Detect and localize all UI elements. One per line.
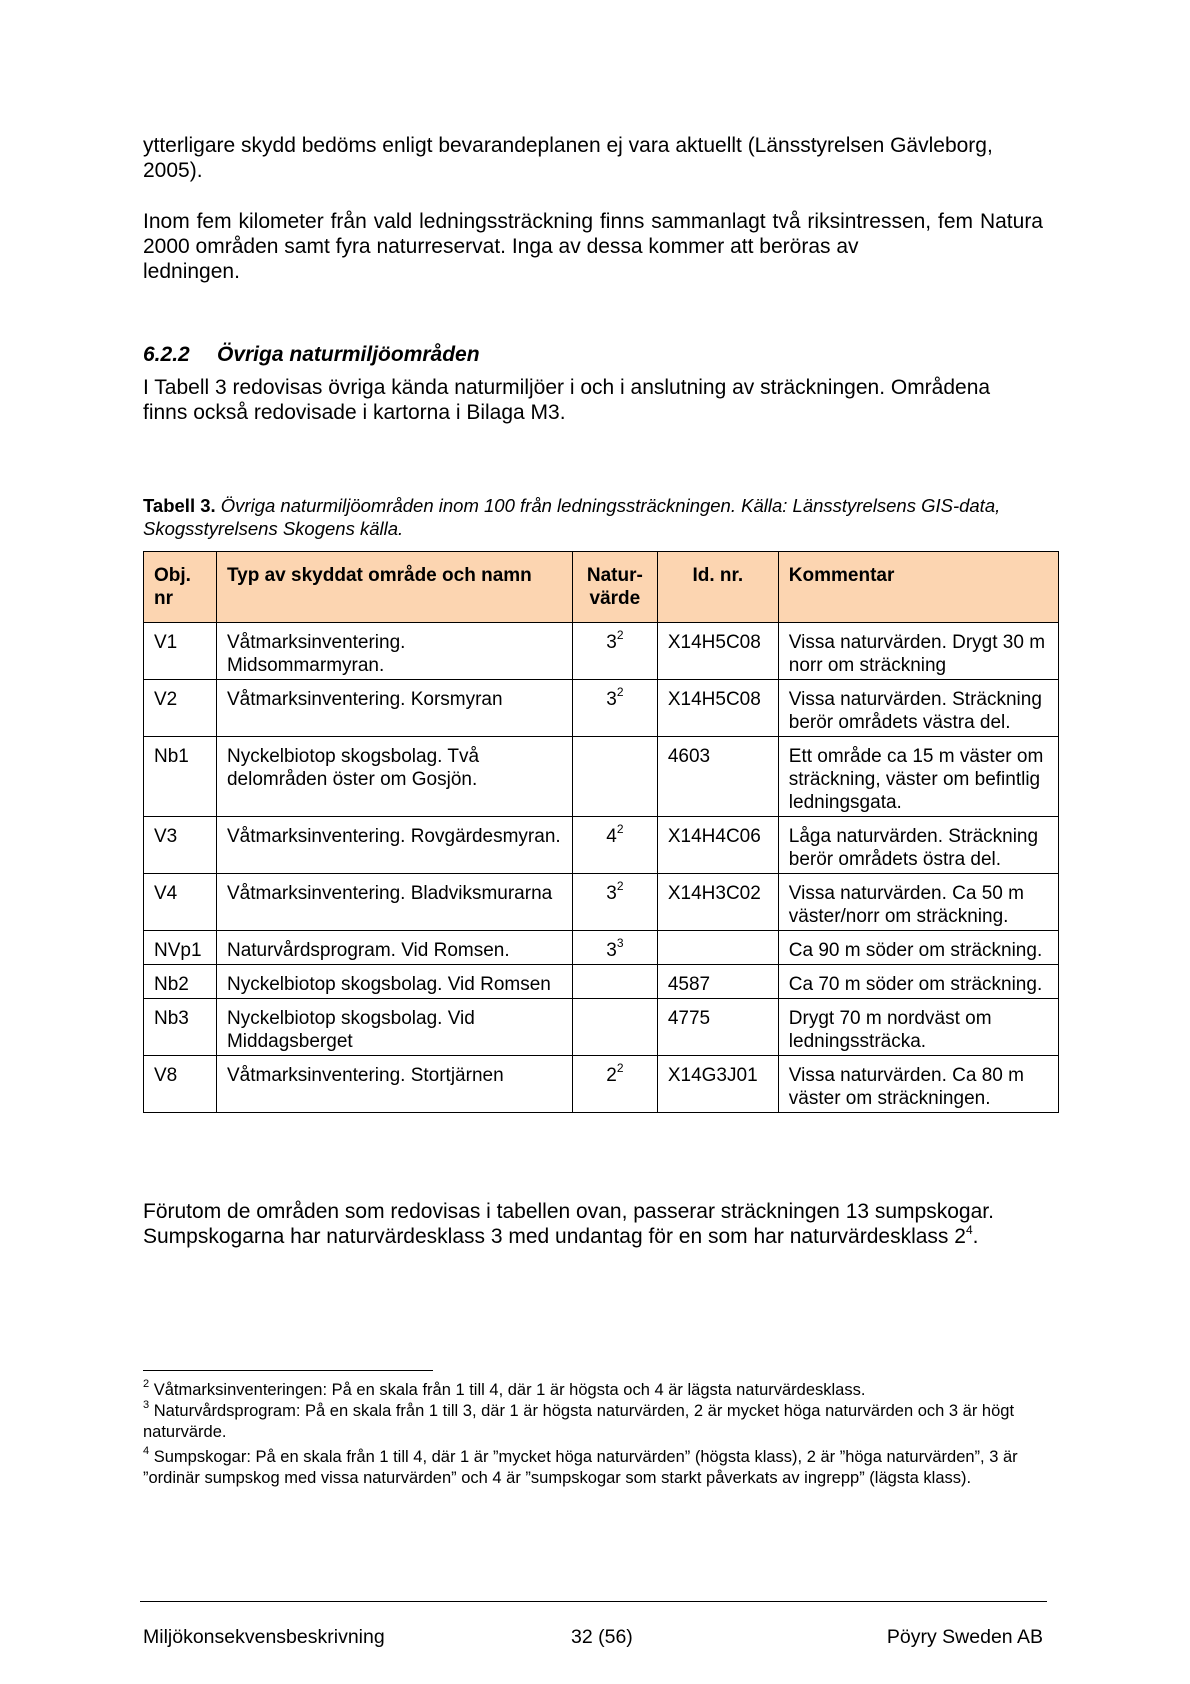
paragraph-continuation [143, 133, 1043, 183]
table-header-row [144, 552, 1059, 623]
footnote-number: 2 [143, 1378, 150, 1390]
header-nature-value: Natur- värde [572, 552, 657, 623]
cell-comment: Vissa naturvärden. Ca 50 m väster/norr om sträckning. [778, 874, 1058, 931]
cell-nature-value [572, 999, 657, 1056]
table-row [144, 931, 1059, 965]
paragraph-line: I Tabell 3 redovisas övriga kända naturmiljöer i och i anslutning av sträckningen. Områdena [143, 376, 991, 399]
footnote-2 [143, 1380, 1043, 1401]
footnote-reference: 2 [616, 628, 624, 642]
section-number: 6.2.2 [143, 343, 190, 366]
paragraph-line: 2005). [143, 159, 203, 182]
table-row [144, 999, 1059, 1056]
cell-nature-value: $3^2$ [572, 874, 657, 931]
cell-obj-nr: Nb3 [144, 999, 217, 1056]
cell-id-number: X14G3J01 [657, 1056, 778, 1113]
table-caption [143, 494, 1043, 540]
cell-nature-value: $2^2$ [572, 1056, 657, 1113]
table-caption-text: Övriga naturmiljöområden inom 100 från ledningssträckningen. Källa: Länsstyrelsens GIS-data, Skogsstyrelsens Skogens källa. [143, 495, 1001, 539]
header-id-number: Id. nr. [657, 552, 778, 623]
cell-type: Våtmarksinventering. Korsmyran [216, 680, 572, 737]
cell-type: Våtmarksinventering. Bladviksmurarna [216, 874, 572, 931]
nature-areas-table [143, 551, 1059, 1113]
header-type: Typ av skyddat område och namn [216, 552, 572, 623]
cell-id-number: X14H3C02 [657, 874, 778, 931]
footnote-reference: 2 [616, 879, 624, 893]
cell-id-number: 4587 [657, 965, 778, 999]
paragraph-line: Förutom de områden som redovisas i tabellen ovan, passerar sträckningen 13 sumpskogar. [143, 1200, 994, 1223]
cell-id-number: 4775 [657, 999, 778, 1056]
table-caption-label: Tabell 3. [143, 495, 216, 516]
table-row [144, 1056, 1059, 1113]
footnotes [143, 1380, 1043, 1489]
cell-nature-value [572, 965, 657, 999]
cell-id-number: X14H5C08 [657, 680, 778, 737]
footnote-separator [143, 1370, 433, 1371]
cell-type: Våtmarksinventering. Midsommarmyran. [216, 623, 572, 680]
cell-type: Naturvårdsprogram. Vid Romsen. [216, 931, 572, 965]
cell-obj-nr: V2 [144, 680, 217, 737]
footnote-reference: 2 [616, 822, 624, 836]
cell-obj-nr: NVp1 [144, 931, 217, 965]
cell-comment: Ca 70 m söder om sträckning. [778, 965, 1058, 999]
cell-type: Nyckelbiotop skogsbolag. Vid Middagsberget [216, 999, 572, 1056]
cell-nature-value: $3^2$ [572, 623, 657, 680]
cell-obj-nr: V3 [144, 817, 217, 874]
cell-comment: Ca 90 m söder om sträckning. [778, 931, 1058, 965]
cell-comment: Vissa naturvärden. Drygt 30 m norr om sträckning [778, 623, 1058, 680]
header-comment: Kommentar [778, 552, 1058, 623]
footer-page-number: 32 (56) [571, 1626, 633, 1648]
footnote-reference: 4 [965, 1223, 973, 1237]
table-row [144, 680, 1059, 737]
cell-id-number: X14H5C08 [657, 623, 778, 680]
cell-comment: Vissa naturvärden. Ca 80 m väster om sträckningen. [778, 1056, 1058, 1113]
table-row [144, 623, 1059, 680]
cell-nature-value: $3^2$ [572, 680, 657, 737]
cell-comment: Drygt 70 m nordväst om ledningssträcka. [778, 999, 1058, 1056]
paragraph-table-intro [143, 375, 1043, 425]
cell-comment: Ett område ca 15 m väster om sträckning, väster om befintlig ledningsgata. [778, 737, 1058, 817]
cell-obj-nr: Nb2 [144, 965, 217, 999]
footnote-reference: 2 [616, 685, 624, 699]
cell-type: Våtmarksinventering. Stortjärnen [216, 1056, 572, 1113]
section-title: Övriga naturmiljöområden [217, 343, 480, 366]
paragraph-text-last-line: ledningen. [143, 260, 240, 283]
paragraph-line: Sumpskogarna har naturvärdesklass 3 med undantag för en som har naturvärdesklass 2 [143, 1225, 966, 1248]
footer-separator [140, 1601, 1047, 1602]
footer-company: Pöyry Sweden AB [886, 1626, 1043, 1648]
cell-id-number [657, 931, 778, 965]
footnote-reference: 2 [616, 1061, 624, 1075]
cell-type: Nyckelbiotop skogsbolag. Två delområden öster om Gosjön. [216, 737, 572, 817]
cell-obj-nr: V1 [144, 623, 217, 680]
cell-obj-nr: V4 [144, 874, 217, 931]
cell-id-number: 4603 [657, 737, 778, 817]
paragraph-line: finns också redovisade i kartorna i Bilaga M3. [143, 401, 566, 424]
paragraph-swamp-forests: Förutom de områden som redovisas i tabellen ovan, passerar sträckningen 13 sumpskogar. Sumpskogarna har naturvärdesklass 3 med undantag för en som har naturvärdesklass $2^4$. [143, 1200, 994, 1248]
table-row [144, 737, 1059, 817]
table-row [144, 965, 1059, 999]
footnote-3 [143, 1401, 1043, 1443]
cell-obj-nr: Nb1 [144, 737, 217, 817]
cell-comment: Låga naturvärden. Sträckning berör områdets östra del. [778, 817, 1058, 874]
table-row [144, 817, 1059, 874]
cell-nature-value [572, 737, 657, 817]
footnote-4 [143, 1447, 1043, 1489]
footnote-text: Naturvårdsprogram: På en skala från 1 till 3, där 1 är högsta naturvärden, 2 är mycket höga naturvärden och 3 är högt naturvärde. [143, 1402, 1015, 1441]
cell-type: Våtmarksinventering. Rovgärdesmyran. [216, 817, 572, 874]
cell-nature-value: $4^2$ [572, 817, 657, 874]
header-obj-nr: Obj. nr [144, 552, 217, 623]
paragraph-line: ytterligare skydd bedöms enligt bevarandeplanen ej vara aktuellt (Länsstyrelsen Gävleborg, [143, 134, 993, 157]
table-row [144, 874, 1059, 931]
paragraph-text: Inom fem kilometer från vald ledningssträckning finns sammanlagt två riksintressen, fem Natura 2000 områden samt fyra naturreservat. Inga av dessa kommer att beröras av [143, 210, 1043, 258]
footnote-reference: 3 [616, 936, 624, 950]
table-body [144, 623, 1059, 1113]
footnote-number: 4 [143, 1445, 150, 1457]
section-heading [143, 343, 480, 367]
paragraph-nearby-protected-areas [143, 209, 1043, 284]
footer-document-title: Miljökonsekvensbeskrivning [143, 1626, 385, 1648]
footnote-number: 3 [143, 1399, 150, 1411]
cell-obj-nr: V8 [144, 1056, 217, 1113]
footnote-text: Sumpskogar: På en skala från 1 till 4, där 1 är ”mycket höga naturvärden” (högsta klass), 2 är ”höga naturvärden”, 3 är ”ordinär sumpskog med vissa naturvärden” och 4 är ”sumpskogar som starkt påverkats av ingrepp” (lägsta klass). [143, 1448, 1018, 1487]
cell-type: Nyckelbiotop skogsbolag. Vid Romsen [216, 965, 572, 999]
cell-comment: Vissa naturvärden. Sträckning berör områdets västra del. [778, 680, 1058, 737]
cell-nature-value: $3^3$ [572, 931, 657, 965]
cell-id-number: X14H4C06 [657, 817, 778, 874]
footnote-text: Våtmarksinventeringen: På en skala från 1 till 4, där 1 är högsta och 4 är lägsta naturvärdesklass. [153, 1381, 866, 1399]
